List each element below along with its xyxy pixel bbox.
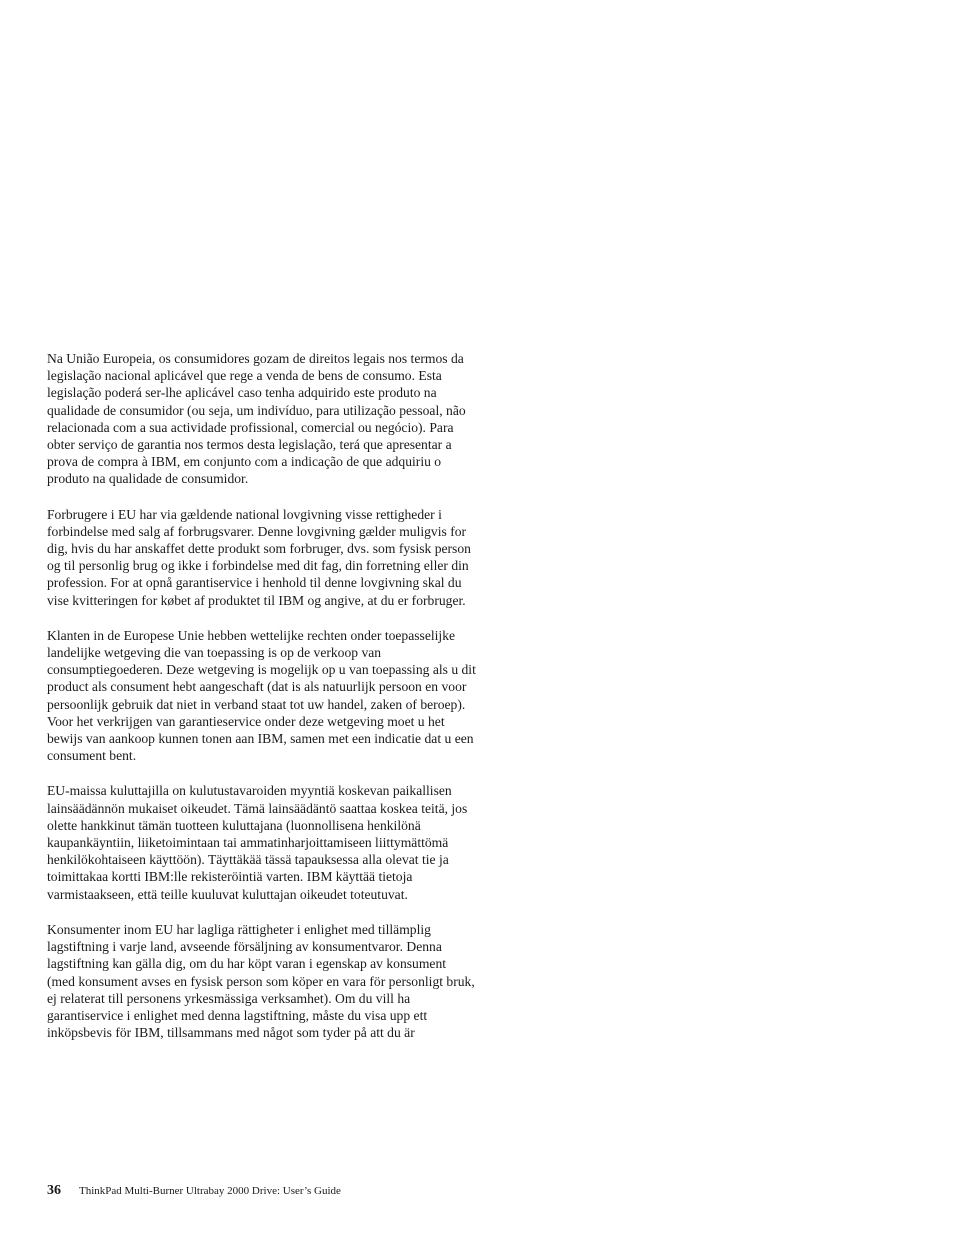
text-line: toimittakaa kortti IBM:lle rekisteröintiä varten. IBM käyttää tietoja <box>47 869 413 885</box>
text-line: legislação poderá ser-lhe aplicável caso tenha adquirido este produto na <box>47 385 437 401</box>
text-line: relacionada com a sua actividade profissional, comercial ou negócio). Para <box>47 419 454 435</box>
text-line: dig, hvis du har anskaffet dette produkt som forbruger, dvs. som fysisk person <box>47 541 471 557</box>
page-footer <box>47 1181 341 1199</box>
text-line: profession. For at opnå garantiservice i henhold til denne lovgivning skal du <box>47 575 462 591</box>
text-line: bewijs van aankoop kunnen tonen aan IBM, samen met een indicatie dat u een <box>47 731 474 747</box>
text-line: varmistaakseen, että teille kuuluvat kuluttajan oikeudet toteutuvat. <box>47 886 408 902</box>
text-line: lagstiftning i varje land, avseende försäljning av konsumentvaror. Denna <box>47 939 442 955</box>
text-line: garantiservice i enlighet med denna lagstiftning, måste du visa upp ett <box>47 1007 428 1023</box>
paragraph-danish <box>47 506 557 609</box>
text-line: (med konsument avses en fysisk person som köper en vara för personligt bruk, <box>47 973 475 989</box>
text-line: product als consument hebt aangeschaft (dat is als natuurlijk persoon en voor <box>47 679 467 695</box>
text-line: olette hankkinut tämän tuotteen kuluttajana (luonnollisena henkilönä <box>47 817 421 833</box>
text-line: Forbrugere i EU har via gældende national lovgivning visse rettigheder i <box>47 506 442 522</box>
text-line: legislação nacional aplicável que rege a venda de bens de consumo. Esta <box>47 368 442 384</box>
text-line: qualidade de consumidor (ou seja, um indivíduo, para utilização pessoal, não <box>47 402 466 418</box>
text-line: Konsumenter inom EU har lagliga rättigheter i enlighet med tillämplig <box>47 921 431 937</box>
text-line: Klanten in de Europese Unie hebben wettelijke rechten onder toepasselijke <box>47 627 456 643</box>
text-line: kaupankäyntiin, liiketoimintaan tai ammatinharjoittamiseen liittymättömä <box>47 835 449 851</box>
document-title: ThinkPad Multi-Burner Ultrabay 2000 Drive: User’s Guide <box>79 1185 341 1197</box>
text-line: prova de compra à IBM, em conjunto com a indicação de que adquiriu o <box>47 454 442 470</box>
text-line: consumptiegoederen. Deze wetgeving is mogelijk op u van toepassing als u dit <box>47 662 476 678</box>
text-line: henkilökohtaiseen käyttöön). Täyttäkää tässä tapauksessa alla olevat tie ja <box>47 852 449 868</box>
text-line: inköpsbevis för IBM, tillsammans med något som tyder på att du är <box>47 1025 415 1041</box>
paragraph-finnish <box>47 782 557 902</box>
text-line: landelijke wetgeving die van toepassing is op de verkoop van <box>47 645 382 661</box>
paragraph-portuguese <box>47 350 557 488</box>
paragraph-dutch <box>47 627 557 765</box>
paragraph-swedish <box>47 921 557 1041</box>
text-line: Voor het verkrijgen van garantieservice onder deze wetgeving moet u het <box>47 713 445 729</box>
text-line: vise kvitteringen for købet af produktet til IBM og angive, at du er forbruger. <box>47 592 466 608</box>
text-line: lainsäädännön mukaiset oikeudet. Tämä lainsäädäntö saattaa koskea teitä, jos <box>47 800 468 816</box>
text-line: produto na qualidade de consumidor. <box>47 471 249 487</box>
document-body <box>47 350 557 1059</box>
text-line: ej relaterat till personens yrkesmässiga verksamhet). Om du vill ha <box>47 990 411 1006</box>
text-line: obter serviço de garantia nos termos desta legislação, terá que apresentar a <box>47 437 452 453</box>
text-line: forbindelse med salg af forbrugsvarer. Denne lovgivning gælder muligvis for <box>47 523 467 539</box>
text-line: EU-maissa kuluttajilla on kulutustavaroiden myyntiä koskevan paikallisen <box>47 783 452 799</box>
text-line: lagstiftning kan gälla dig, om du har köpt varan i egenskap av konsument <box>47 956 447 972</box>
text-line: og til personlig brug og ikke i forbindelse med dit fag, din forretning eller din <box>47 558 469 574</box>
text-line: persoonlijk gebruik dat niet in verband staat tot uw handel, zaken of beroep). <box>47 696 466 712</box>
text-line: Na União Europeia, os consumidores gozam de direitos legais nos termos da <box>47 351 464 366</box>
page-number: 36 <box>47 1183 61 1198</box>
text-line: consument bent. <box>47 748 137 764</box>
